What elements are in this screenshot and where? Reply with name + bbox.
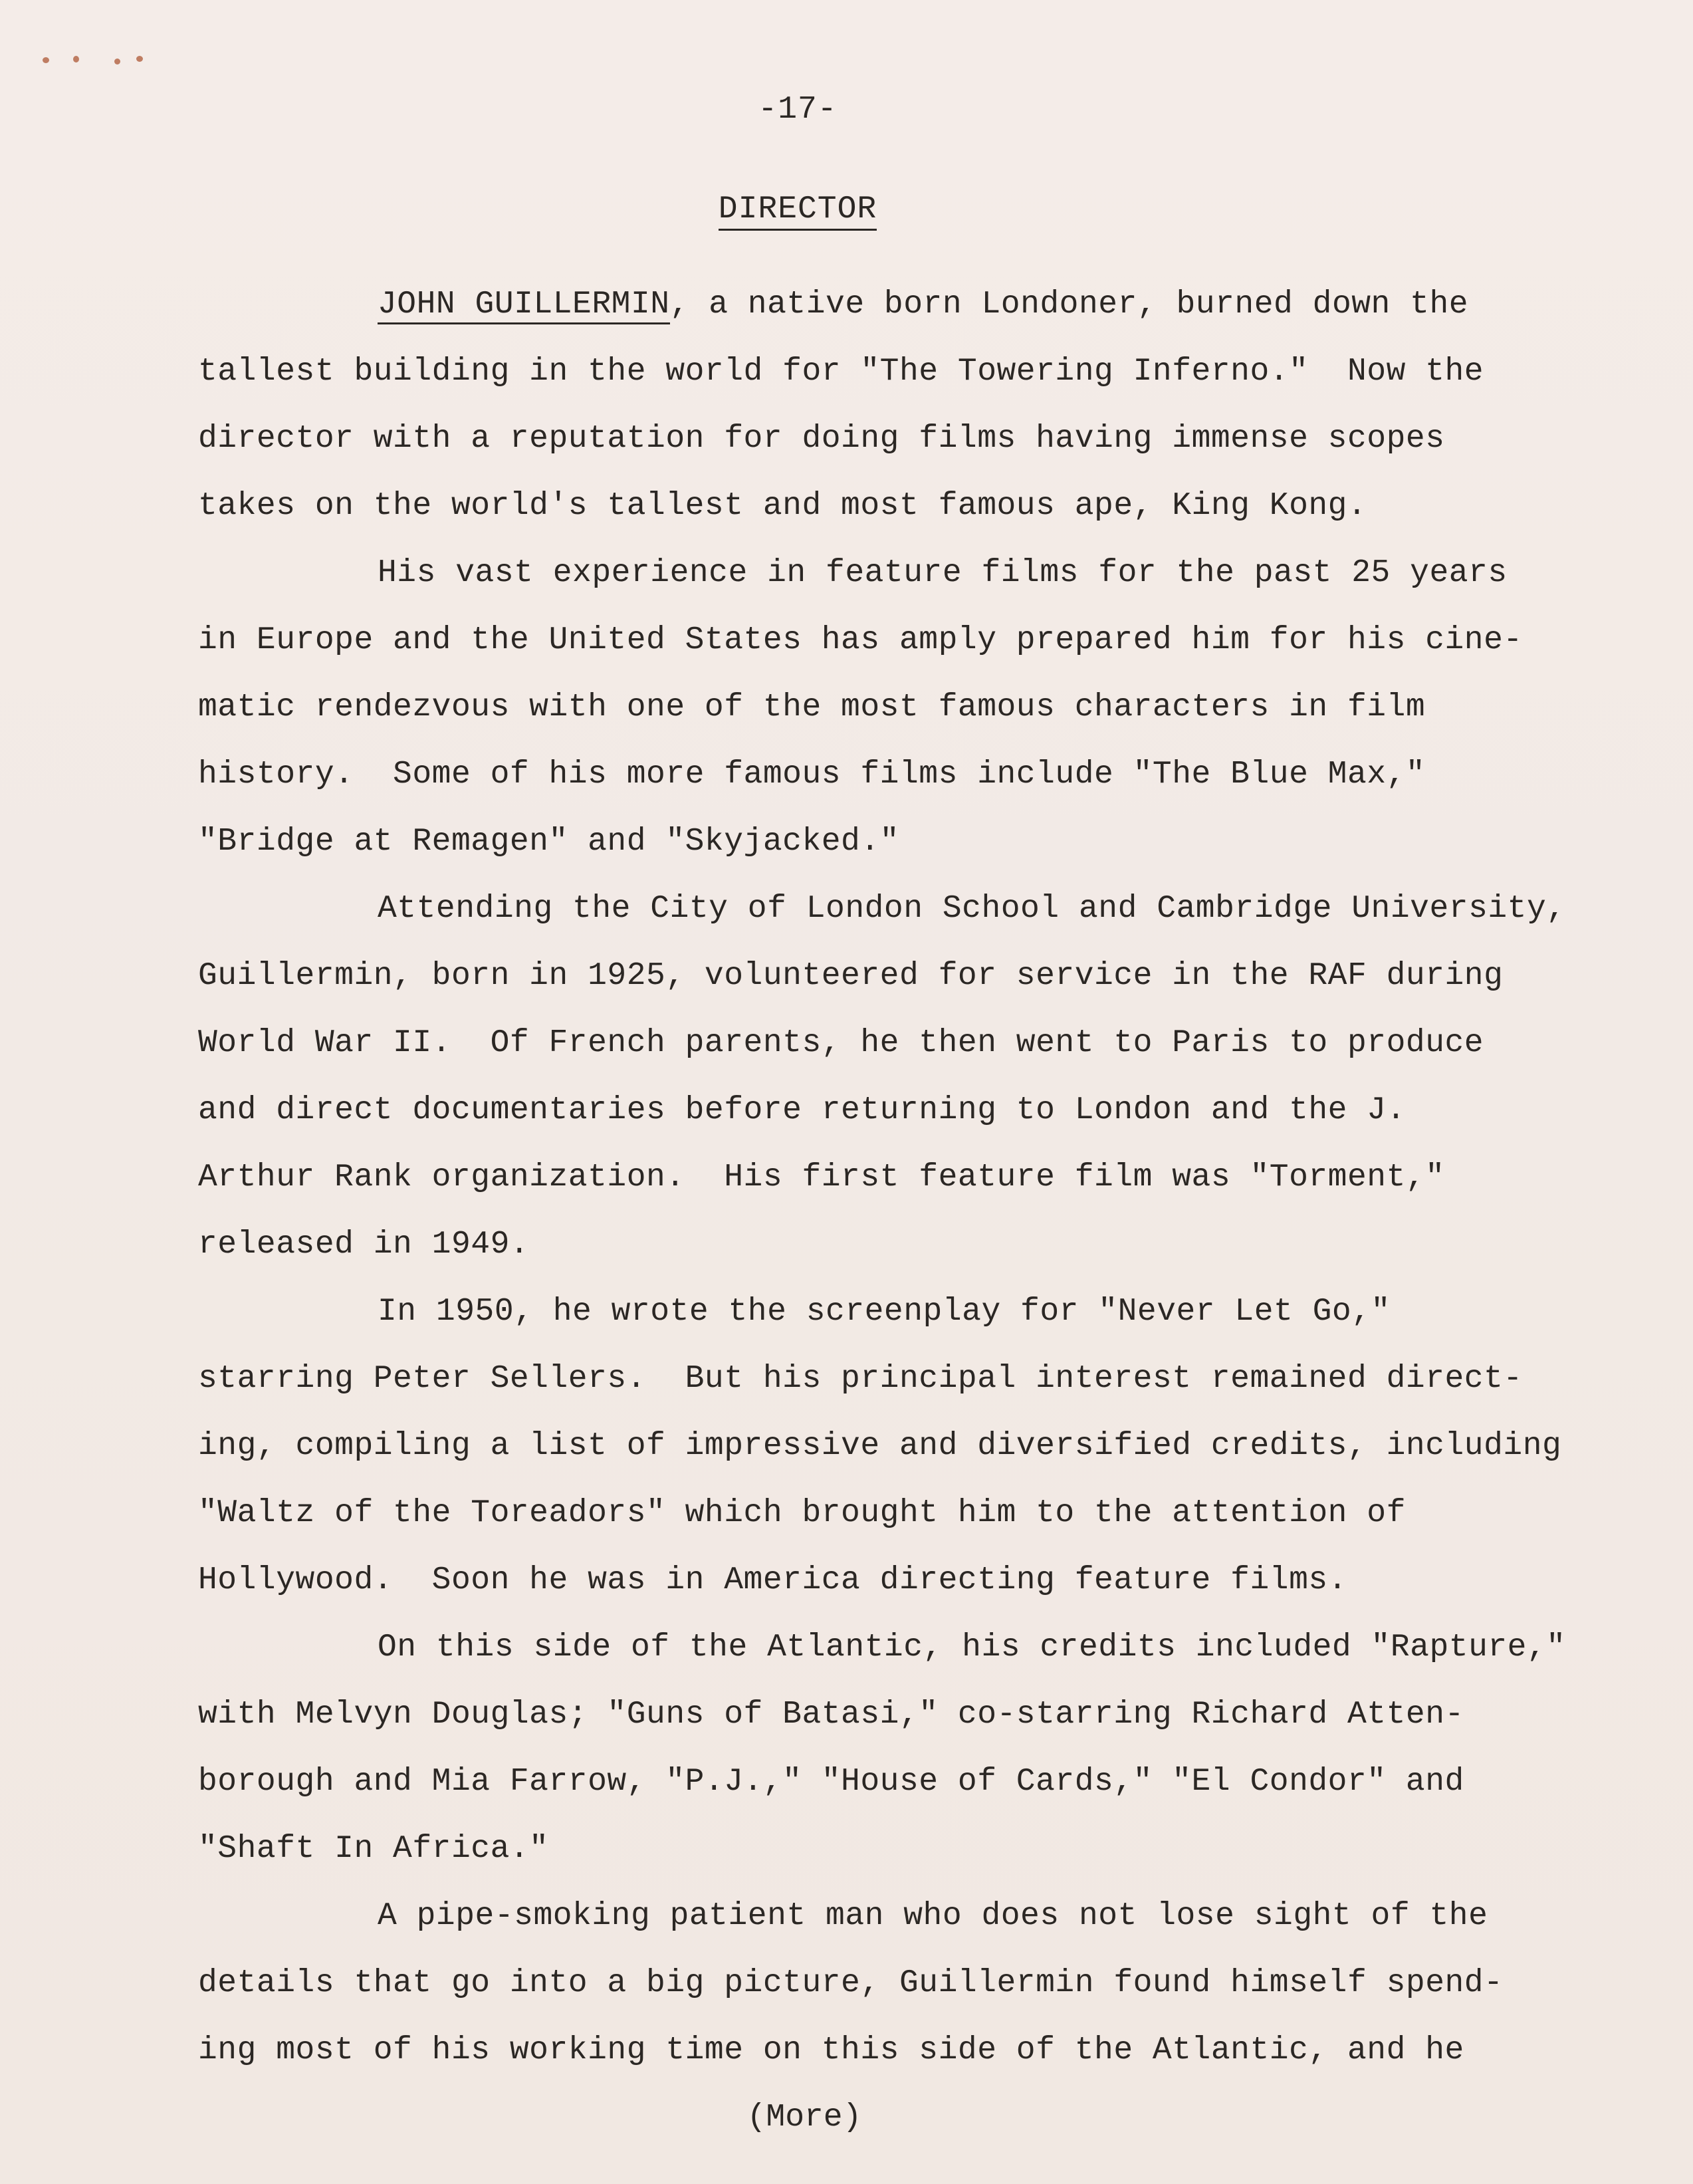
text-line: His vast experience in feature films for the past 25 years: [378, 555, 1508, 591]
paragraph: [198, 889, 1614, 1292]
paragraph: [198, 1896, 1614, 2098]
text-line: World War II. Of French parents, he then went to Paris to produce: [198, 1025, 1484, 1061]
text-line: Arthur Rank organization. His first feature film was "Torment,": [198, 1159, 1445, 1195]
text-line: borough and Mia Farrow, "P.J.," "House of Cards," "El Condor" and: [198, 1764, 1464, 1800]
continued-footer: (More): [746, 2100, 862, 2135]
text-line: released in 1949.: [198, 1227, 530, 1263]
text-line: JOHN GUILLERMIN, a native born Londoner, burned down the: [198, 285, 1614, 352]
body-text: [198, 285, 1614, 2098]
text-line: A pipe-smoking patient man who does not lose sight of the: [378, 1898, 1488, 1934]
text-line: takes on the world's tallest and most famous ape, King Kong.: [198, 488, 1367, 524]
text-line: Guillermin, born in 1925, volunteered for service in the RAF during: [198, 958, 1504, 994]
punch-mark: [43, 57, 49, 63]
text-line: director with a reputation for doing films having immense scopes: [198, 421, 1445, 457]
text-line: and direct documentaries before returning to London and the J.: [198, 1092, 1406, 1128]
punch-mark: [114, 59, 120, 64]
text-line: On this side of the Atlantic, his credits included "Rapture,": [378, 1630, 1566, 1665]
text-line: "Bridge at Remagen" and "Skyjacked.": [198, 824, 899, 860]
section-heading: [0, 191, 1595, 227]
text-line: in Europe and the United States has amply prepared him for his cine-: [198, 622, 1523, 658]
section-heading-text: DIRECTOR: [719, 191, 877, 231]
text-line: ing, compiling a list of impressive and diversified credits, including: [198, 1428, 1562, 1464]
text-line: matic rendezvous with one of the most famous characters in film: [198, 689, 1426, 725]
text-line: starring Peter Sellers. But his principal interest remained direct-: [198, 1361, 1523, 1397]
text-line: "Waltz of the Toreadors" which brought him to the attention of: [198, 1495, 1406, 1531]
punch-mark: [73, 56, 79, 62]
text-line: ing most of his working time on this side of the Atlantic, and he: [198, 2032, 1464, 2068]
paragraph: [198, 285, 1614, 553]
text-line: history. Some of his more famous films include "The Blue Max,": [198, 757, 1426, 792]
text-line: Attending the City of London School and Cambridge University,: [378, 891, 1566, 927]
page-number: -17-: [758, 92, 838, 128]
text-line: details that go into a big picture, Guillermin found himself spend-: [198, 1965, 1504, 2001]
paragraph: [198, 553, 1614, 889]
paragraph: [198, 1628, 1614, 1896]
text-line: with Melvyn Douglas; "Guns of Batasi," co-starring Richard Atten-: [198, 1697, 1464, 1733]
paragraph: [198, 1292, 1614, 1628]
punch-mark: [136, 56, 143, 62]
text-line: In 1950, he wrote the screenplay for "Never Let Go,": [378, 1294, 1391, 1330]
text-line: tallest building in the world for "The Towering Inferno." Now the: [198, 354, 1484, 390]
text-line: "Shaft In Africa.": [198, 1831, 549, 1867]
text-line: Hollywood. Soon he was in America directing feature films.: [198, 1562, 1347, 1598]
subject-name: JOHN GUILLERMIN: [378, 287, 670, 324]
